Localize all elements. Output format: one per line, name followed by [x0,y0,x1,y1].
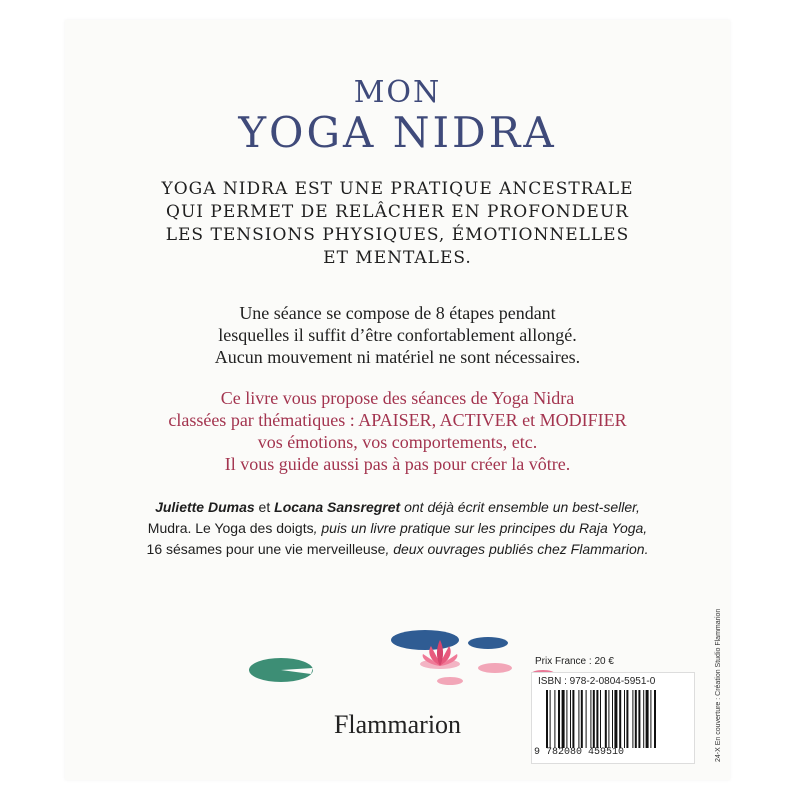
authors-bio-line [65,539,730,560]
highlight-line: vos émotions, vos comportements, etc. [257,432,538,452]
barcode-icon [546,690,688,748]
author-name: Juliette Dumas [155,499,255,515]
lily-pad-small [468,637,508,649]
description-line: Aucun mouvement ni matériel ne sont nécessaires. [214,347,581,367]
title-line-1: MON [353,75,442,110]
intro-caps-line: ET MENTALES. [323,248,472,268]
highlight-line: classées par thématiques : APAISER, ACTIVER et MODIFIER [168,410,627,430]
highlight-line: Il vous guide aussi pas à pas pour créer la vôtre. [224,454,571,474]
description-paragraph [65,302,730,368]
isbn-label: ISBN : 978-2-0804-5951-0 [538,676,656,687]
vertical-credit: 24-X En couverture : Création Studio Flammarion [715,608,722,762]
petal-float [478,663,512,673]
highlight-line: Ce livre vous propose des séances de Yoga Nidra [220,388,575,408]
lotus-pond-illustration [245,610,565,700]
bio-text: ont déjà écrit ensemble un best-seller, [400,499,640,515]
connector: et [254,499,275,515]
price-label: Prix France : 20 € [535,656,614,667]
petal-float [437,677,463,685]
authors-bio [65,497,730,560]
book-title: Mudra. Le Yoga des doigts [147,520,314,536]
bio-text: , deux ouvrages publiés chez Flammarion. [385,541,649,557]
authors-bio-line [65,518,730,539]
author-name: Locana Sansregret [274,499,401,515]
highlight-paragraph [65,387,730,475]
ean-number: 9 782080 459510 [534,747,625,758]
book-title: 16 sésames pour une vie merveilleuse [146,541,386,557]
bio-text: , puis un livre pratique sur les principes du Raja Yoga, [313,520,648,536]
intro-caps-line: QUI PERMET DE RELÂCHER EN PROFONDEUR [166,202,629,222]
description-line: lesquelles il suffit d’être confortablement allongé. [218,325,577,345]
authors-bio-line [65,497,730,518]
intro-caps-line: YOGA NIDRA EST UNE PRATIQUE ANCESTRALE [161,179,634,199]
publisher-logo: Flammarion [333,710,462,739]
title-line-2: YOGA NIDRA [238,108,557,157]
description-line: Une séance se compose de 8 étapes pendant [239,303,556,323]
barcode-area [531,672,695,764]
intro-caps-block [65,178,730,270]
intro-caps-line: LES TENSIONS PHYSIQUES, ÉMOTIONNELLES [165,225,630,245]
book-back-cover [65,20,730,780]
